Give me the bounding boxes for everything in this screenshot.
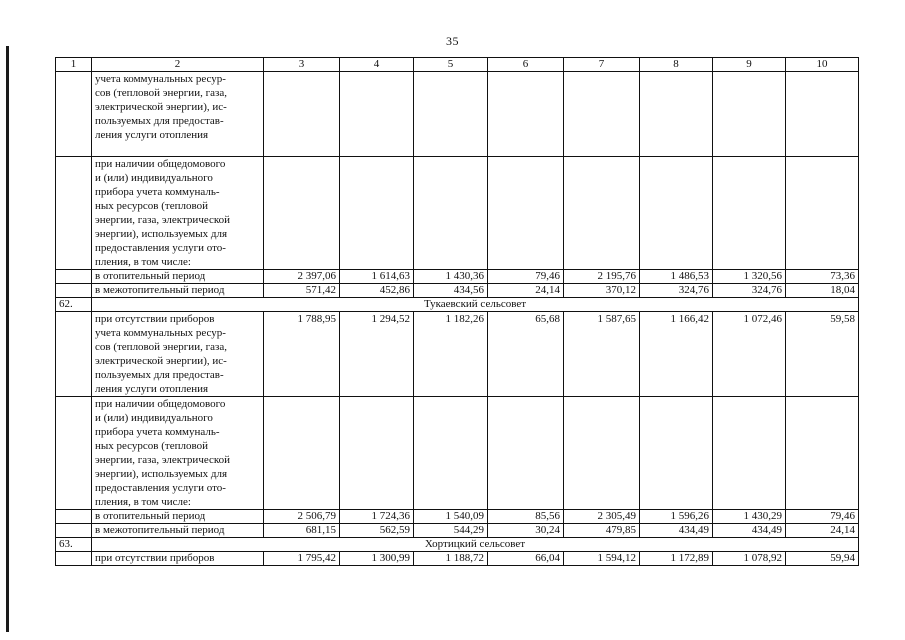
description-line: и (или) индивидуального (95, 172, 213, 184)
value-cell: 1 182,26 (414, 312, 488, 397)
value-cell: 79,46 (786, 510, 859, 524)
value-cell (713, 157, 786, 270)
column-number-row (56, 58, 859, 72)
table-row (56, 270, 859, 284)
value-cell (264, 157, 340, 270)
tariff-table (55, 57, 859, 566)
description-line: прибора учета коммуналь- (95, 186, 220, 198)
value-cell (488, 72, 564, 157)
value-cell: 1 300,99 (340, 552, 414, 566)
value-cell (786, 157, 859, 270)
description-line: энергии, газа, электрической (95, 214, 231, 226)
value-cell: 1 614,63 (340, 270, 414, 284)
table-row (56, 397, 859, 510)
value-cell (264, 397, 340, 510)
value-cell (340, 397, 414, 510)
row-description: в отопительный период (92, 270, 264, 284)
section-title: Тукаевский сельсовет (92, 298, 859, 312)
value-cell: 434,49 (713, 524, 786, 538)
description-line: учета коммунальных ресур- (95, 327, 226, 339)
table-row (56, 157, 859, 270)
value-cell: 571,42 (264, 284, 340, 298)
value-cell (414, 72, 488, 157)
value-cell: 1 486,53 (640, 270, 713, 284)
value-cell: 1 294,52 (340, 312, 414, 397)
value-cell: 1 430,36 (414, 270, 488, 284)
row-number: 62. (56, 298, 92, 312)
description-line: ления услуги отопления (95, 383, 209, 395)
row-description: в отопительный период (92, 510, 264, 524)
value-cell: 1 540,09 (414, 510, 488, 524)
table-row (56, 312, 859, 397)
value-cell: 1 596,26 (640, 510, 713, 524)
column-header: 8 (640, 58, 713, 72)
description-line: пления, в том числе: (95, 256, 191, 268)
description-line: электрической энергии), ис- (95, 355, 227, 367)
value-cell: 324,76 (640, 284, 713, 298)
value-cell: 85,56 (488, 510, 564, 524)
value-cell (564, 397, 640, 510)
value-cell (640, 397, 713, 510)
description-line: ных ресурсов (тепловой (95, 200, 208, 212)
description-line: сов (тепловой энергии, газа, (95, 341, 227, 353)
description-line: ления услуги отопления (95, 129, 209, 141)
row-number: 63. (56, 538, 92, 552)
value-cell: 30,24 (488, 524, 564, 538)
description-line: энергии), используемых для (95, 468, 228, 480)
value-cell (786, 72, 859, 157)
scan-edge-mark (6, 46, 9, 632)
table-row (56, 510, 859, 524)
description-line: при отсутствии приборов (95, 313, 215, 325)
row-number (56, 284, 92, 298)
value-cell (640, 72, 713, 157)
table-row (56, 72, 859, 157)
row-number (56, 397, 92, 510)
value-cell (640, 157, 713, 270)
value-cell: 1 188,72 (414, 552, 488, 566)
value-cell (340, 157, 414, 270)
value-cell: 1 724,36 (340, 510, 414, 524)
value-cell: 24,14 (786, 524, 859, 538)
value-cell: 59,58 (786, 312, 859, 397)
value-cell: 1 594,12 (564, 552, 640, 566)
description-line: сов (тепловой энергии, газа, (95, 87, 227, 99)
description-line: предоставления услуги ото- (95, 242, 226, 254)
row-description (92, 72, 264, 157)
description-line: учета коммунальных ресур- (95, 73, 226, 85)
value-cell (264, 72, 340, 157)
value-cell (564, 72, 640, 157)
table-row (56, 284, 859, 298)
value-cell (488, 157, 564, 270)
value-cell: 479,85 (564, 524, 640, 538)
value-cell: 24,14 (488, 284, 564, 298)
description-line: пользуемых для предостав- (95, 369, 224, 381)
value-cell: 452,86 (340, 284, 414, 298)
column-header: 3 (264, 58, 340, 72)
value-cell: 1 788,95 (264, 312, 340, 397)
description-line: электрической энергии), ис- (95, 101, 227, 113)
value-cell: 2 195,76 (564, 270, 640, 284)
column-header: 7 (564, 58, 640, 72)
value-cell: 18,04 (786, 284, 859, 298)
value-cell: 434,49 (640, 524, 713, 538)
description-line: ных ресурсов (тепловой (95, 440, 208, 452)
description-line: и (или) индивидуального (95, 412, 213, 424)
row-description (92, 157, 264, 270)
row-number (56, 157, 92, 270)
page-number: 35 (446, 34, 459, 48)
description-line: при наличии общедомового (95, 158, 226, 170)
table-body (56, 58, 859, 566)
value-cell: 681,15 (264, 524, 340, 538)
value-cell: 434,56 (414, 284, 488, 298)
value-cell: 370,12 (564, 284, 640, 298)
value-cell (564, 157, 640, 270)
column-header: 5 (414, 58, 488, 72)
column-header: 4 (340, 58, 414, 72)
row-number (56, 552, 92, 566)
table-row (56, 524, 859, 538)
value-cell: 1 172,89 (640, 552, 713, 566)
row-number (56, 270, 92, 284)
row-number (56, 312, 92, 397)
value-cell: 544,29 (414, 524, 488, 538)
column-header: 2 (92, 58, 264, 72)
value-cell: 1 072,46 (713, 312, 786, 397)
table-row (56, 552, 859, 566)
value-cell: 562,59 (340, 524, 414, 538)
value-cell: 1 320,56 (713, 270, 786, 284)
value-cell: 66,04 (488, 552, 564, 566)
value-cell: 1 078,92 (713, 552, 786, 566)
value-cell: 73,36 (786, 270, 859, 284)
section-row (56, 538, 859, 552)
description-line: прибора учета коммуналь- (95, 426, 220, 438)
row-description (92, 397, 264, 510)
description-line: при наличии общедомового (95, 398, 226, 410)
value-cell (414, 157, 488, 270)
value-cell: 79,46 (488, 270, 564, 284)
row-number (56, 510, 92, 524)
row-description: в межотопительный период (92, 524, 264, 538)
description-line: энергии), используемых для (95, 228, 228, 240)
value-cell (488, 397, 564, 510)
value-cell: 1 166,42 (640, 312, 713, 397)
value-cell (713, 72, 786, 157)
value-cell: 2 506,79 (264, 510, 340, 524)
column-header: 6 (488, 58, 564, 72)
column-header: 1 (56, 58, 92, 72)
value-cell: 1 430,29 (713, 510, 786, 524)
value-cell: 324,76 (713, 284, 786, 298)
value-cell (786, 397, 859, 510)
value-cell (340, 72, 414, 157)
row-number (56, 72, 92, 157)
column-header: 9 (713, 58, 786, 72)
row-number (56, 524, 92, 538)
value-cell: 2 305,49 (564, 510, 640, 524)
value-cell: 2 397,06 (264, 270, 340, 284)
value-cell: 65,68 (488, 312, 564, 397)
section-title: Хортицкий сельсовет (92, 538, 859, 552)
value-cell (713, 397, 786, 510)
description-line: предоставления услуги ото- (95, 482, 226, 494)
column-header: 10 (786, 58, 859, 72)
description-line: энергии, газа, электрической (95, 454, 231, 466)
value-cell: 1 795,42 (264, 552, 340, 566)
value-cell: 1 587,65 (564, 312, 640, 397)
description-line: пления, в том числе: (95, 496, 191, 508)
row-description (92, 312, 264, 397)
row-description: при отсутствии приборов (92, 552, 264, 566)
section-row (56, 298, 859, 312)
value-cell: 59,94 (786, 552, 859, 566)
value-cell (414, 397, 488, 510)
description-line: пользуемых для предостав- (95, 115, 224, 127)
row-description: в межотопительный период (92, 284, 264, 298)
